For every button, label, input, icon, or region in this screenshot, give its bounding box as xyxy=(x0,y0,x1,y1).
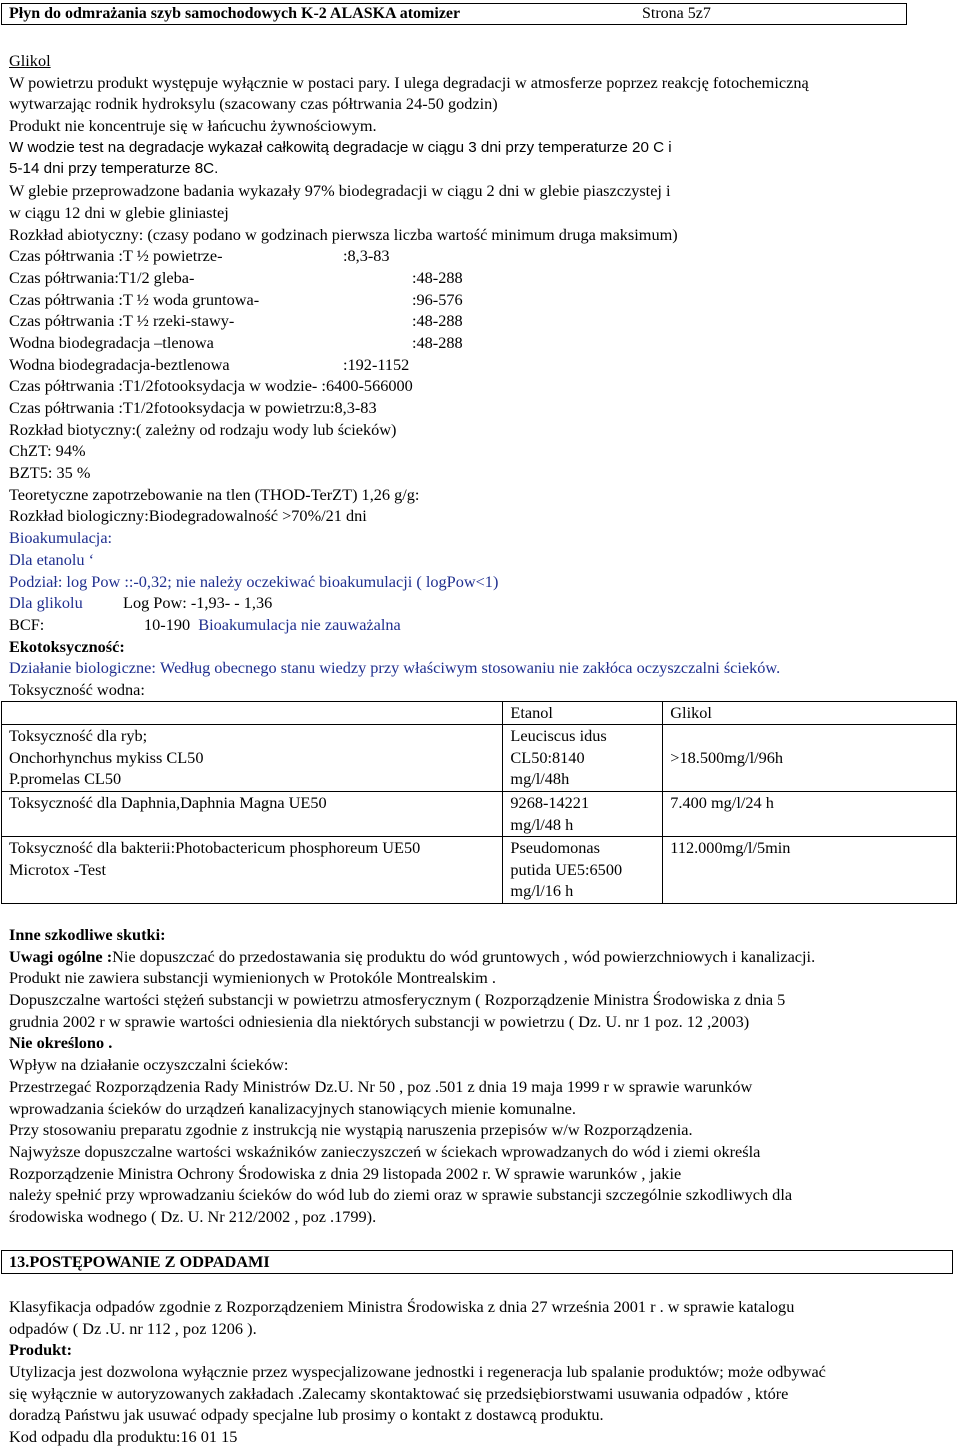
table-cell: Toksyczność dla Daphnia,Daphnia Magna UE50 xyxy=(2,792,503,837)
cell-line: CL50:8140 xyxy=(510,747,585,767)
halflife-row xyxy=(9,354,957,376)
glikol-heading: Glikol xyxy=(9,51,51,70)
biological-label: Działanie biologiczne: xyxy=(9,658,156,678)
halflife-value: :48-288 xyxy=(412,267,463,287)
wwtp-heading: Wpływ na działanie oczyszczalni ścieków: xyxy=(9,1055,289,1075)
biological-text: Według obecnego stanu wiedzy przy właściwym stosowaniu nie zakłóca oczyszczalni ścieków. xyxy=(160,658,781,678)
other-effects-heading: Inne szkodliwe skutki: xyxy=(9,925,166,944)
table-header-row xyxy=(2,702,957,725)
bcf-value: 10-190 xyxy=(144,614,191,634)
halflife-label: Czas półtrwania :T ½ woda gruntowa- xyxy=(9,289,260,309)
halflife-value: :192-1152 xyxy=(343,354,410,374)
table-cell xyxy=(503,837,663,904)
cell-line: Toksyczność dla bakterii:Photobactericum phosphoreum UE50 xyxy=(9,838,421,857)
text-line: W glebie przeprowadzone badania wykazały 97% biodegradacji w ciągu 2 dni w glebie piaszczystej i xyxy=(9,181,671,201)
cell-line: Toksyczność dla ryb; xyxy=(9,726,148,745)
text-line: wprowadzania ścieków do urządzeń kanalizacyjnych stanowiących mienie komunalne. xyxy=(9,1098,576,1118)
text-line: wytwarzając rodnik hydroksylu (szacowany czas półtrwania 24-50 godzin) xyxy=(9,94,498,114)
table-header-cell: Glikol xyxy=(663,702,957,725)
text-line: Przy stosowaniu preparatu zgodnie z instrukcją nie wystąpią naruszenia przepisów w/w Rozporządzenia. xyxy=(9,1120,693,1140)
cell-line: mg/l/48h xyxy=(510,769,570,789)
halflife-label: Wodna biodegradacja-beztlenowa xyxy=(9,354,230,374)
table-row xyxy=(2,792,957,837)
halflife-value: :8,3-83 xyxy=(343,246,390,266)
partition-text: Podział: log Pow ::-0,32; nie należy oczekiwać bioakumulacji ( logPow<1) xyxy=(9,571,499,591)
halflife-label: Wodna biodegradacja –tlenowa xyxy=(9,332,214,352)
bcf-note: Bioakumulacja nie zauważalna xyxy=(198,614,401,634)
abiotic-intro: Rozkład abiotyczny: (czasy podano w godzinach pierwsza liczba wartość minimum druga maksimum) xyxy=(9,224,678,244)
text-line: Teoretyczne zapotrzebowanie na tlen (THOD-TerZT) 1,26 g/g: xyxy=(9,484,420,504)
section-13-heading: 13.POSTĘPOWANIE Z ODPADAMI xyxy=(1,1250,953,1274)
water-tox-label: Toksyczność wodna: xyxy=(9,679,145,699)
glikol-section xyxy=(9,50,957,701)
text-line: Rozporządzenie Ministra Ochrony Środowiska z dnia 29 listopada 2002 r. W sprawie warunków , jakie xyxy=(9,1163,682,1183)
general-text: Nie dopuszczać do przedostawania się produktu do wód gruntowych , wód powierzchniowych i kanalizacji. xyxy=(112,946,816,966)
not-defined-text: Nie określono . xyxy=(9,1033,113,1053)
bcf-row xyxy=(9,614,957,636)
cell-line: Pseudomonas xyxy=(510,838,600,857)
general-remarks-row xyxy=(9,946,957,968)
table-cell xyxy=(503,792,663,837)
halflife-value: :48-288 xyxy=(412,332,463,352)
halflife-row xyxy=(9,310,957,332)
text-line: Dopuszczalne wartości stężeń substancji w powietrzu atmosferycznym ( Rozporządzenie Ministra Środowiska z dnia 5 xyxy=(9,990,786,1010)
text-line: 5-14 dni przy temperaturze 8C. xyxy=(9,160,219,178)
ozone-text: Produkt nie zawiera substancji wymienionych w Protokóle Montrealskim . xyxy=(9,968,496,988)
cell-line: P.promelas CL50 xyxy=(9,769,122,789)
cell-line: Leuciscus idus xyxy=(510,726,607,745)
text-line: Czas półtrwania :T1/2fotooksydacja w wodzie- :6400-566000 xyxy=(9,376,413,396)
table-header-cell: Etanol xyxy=(503,702,663,725)
text-line: BZT5: 35 % xyxy=(9,463,91,483)
text-line: Klasyfikacja odpadów zgodnie z Rozporządzeniem Ministra Środowiska z dnia 27 września 2001 r . w sprawie katalogu xyxy=(9,1297,795,1316)
page-header xyxy=(1,3,907,25)
table-cell xyxy=(503,725,663,792)
halflife-row xyxy=(9,267,957,289)
halflife-label: Czas półtrwania :T ½ rzeki-stawy- xyxy=(9,311,235,331)
text-line: należy spełnić przy wprowadzaniu ścieków do wód lub do ziemi oraz w sprawie substancji szczególnie szkodliwych dla xyxy=(9,1185,793,1205)
halflife-label: Czas półtrwania :T ½ powietrze- xyxy=(9,246,223,266)
table-header-cell xyxy=(2,702,503,725)
glikol-label: Dla glikolu xyxy=(9,593,83,613)
text-line: Czas półtrwania :T1/2fotooksydacja w powietrzu:8,3-83 xyxy=(9,398,377,417)
document-title: Płyn do odmrażania szyb samochodowych K-2 ALASKA atomizer xyxy=(9,5,461,22)
table-cell: 112.000mg/l/5min xyxy=(663,837,957,904)
halflife-value: :96-576 xyxy=(412,289,463,309)
bcf-label: BCF: xyxy=(9,614,45,634)
cell-line: Microtox -Test xyxy=(9,859,106,879)
cell-line: Onchorhynchus mykiss CL50 xyxy=(9,747,204,767)
glikol-logpow-row xyxy=(9,592,957,614)
text-line: w ciągu 12 dni w glebie gliniastej xyxy=(9,202,229,222)
text-line: środowiska wodnego ( Dz. U. Nr 212/2002 , poz .1799). xyxy=(9,1206,377,1226)
biological-effect-row xyxy=(9,657,957,679)
toxicity-table xyxy=(1,701,957,904)
general-label: Uwagi ogólne : xyxy=(9,946,113,966)
text-line: doradzą Państwu jak usuwać odpady specjalne lub prosimy o kontakt z dostawcą produktu. xyxy=(9,1405,604,1425)
halflife-row xyxy=(9,245,957,267)
ethanol-label: Dla etanolu ‘ xyxy=(9,549,94,569)
text-line: Przestrzegać Rozporządzenia Rady Ministrów Dz.U. Nr 50 , poz .501 z dnia 19 maja 1999 r w sprawie warunków xyxy=(9,1076,753,1096)
text-line: Utylizacja jest dozwolona wyłącznie przez wyspecjalizowane jednostki i regeneracja lub spalanie produktów; może odbywać xyxy=(9,1362,826,1382)
table-row xyxy=(2,725,957,792)
text-line: się wyłącznie w autoryzowanych zakładach .Zalecamy skontaktować się przedsiębiorstwami usuwania odpadów , które xyxy=(9,1383,789,1403)
text-line: ChZT: 94% xyxy=(9,441,86,461)
glikol-logpow: Log Pow: -1,93- - 1,36 xyxy=(123,593,273,613)
text-line: W wodzie test na degradacje wykazał całkowitą degradacje w ciągu 3 dni przy temperaturze 20 C i xyxy=(9,138,672,156)
cell-line: putida UE5:6500 xyxy=(510,859,623,879)
table-cell: >18.500mg/l/96h xyxy=(663,725,957,792)
halflife-row xyxy=(9,332,957,354)
halflife-label: Czas półtrwania:T1/2 gleba- xyxy=(9,267,195,287)
halflife-row xyxy=(9,289,957,311)
table-cell xyxy=(2,837,503,904)
section-13-content xyxy=(9,1296,957,1448)
text-line: grudnia 2002 r w sprawie wartości odniesienia dla niektórych substancji w powietrzu ( Dz. U. nr 1 poz. 12 ,2003) xyxy=(9,1011,750,1031)
halflife-value: :48-288 xyxy=(412,311,463,331)
table-row xyxy=(2,837,957,904)
text-line: Rozkład biotyczny:( zależny od rodzaju wody lub ścieków) xyxy=(9,419,397,439)
waste-code: Kod odpadu dla produktu:16 01 15 xyxy=(9,1427,238,1447)
product-heading: Produkt: xyxy=(9,1340,73,1360)
table-cell: 7.400 mg/l/24 h xyxy=(663,792,957,837)
cell-line: mg/l/48 h xyxy=(510,814,574,834)
other-effects-section xyxy=(9,924,957,1228)
cell-line: 9268-14221 xyxy=(510,793,590,812)
text-line: Najwyższe dopuszczalne wartości wskaźników zanieczyszczeń w ściekach wprowadzanych do wód i ziemi określa xyxy=(9,1141,761,1161)
table-cell xyxy=(2,725,503,792)
page-number: Strona 5z7 xyxy=(642,5,711,22)
text-line: Rozkład biologiczny:Biodegradowalność >70%/21 dni xyxy=(9,506,367,526)
text-line: W powietrzu produkt występuje wyłącznie w postaci pary. I ulega degradacji w atmosferze poprzez reakcję fotochemiczną xyxy=(9,72,809,92)
text-line: odpadów ( Dz .U. nr 112 , poz 1206 ). xyxy=(9,1318,257,1338)
cell-line: mg/l/16 h xyxy=(510,881,574,901)
bioaccumulation-heading: Bioakumulacja: xyxy=(9,528,113,548)
ecotox-heading: Ekotoksyczność: xyxy=(9,636,125,656)
text-line: Produkt nie koncentruje się w łańcuchu żywnościowym. xyxy=(9,116,377,136)
